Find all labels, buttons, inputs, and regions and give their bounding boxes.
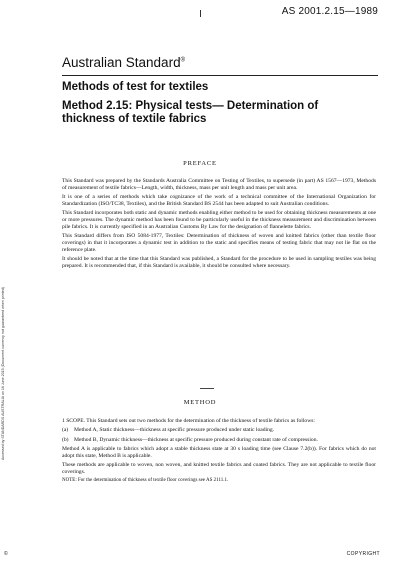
header-tick	[200, 10, 201, 17]
document-number: AS 2001.2.15—1989	[281, 6, 378, 17]
footer-copyright-symbol: ©	[4, 551, 8, 557]
method-title: Method 2.15: Physical tests— Determination of thickness of textile fabrics	[62, 100, 319, 125]
preface-paragraph: This Standard was prepared by the Standards Australia Committee on Testing of Textiles, to supersede (in part) AS 1567—1973, Methods of measurement of textile fabrics—Length, width, thickness, mass per unit length and mass per unit area.	[62, 178, 376, 191]
list-marker: (b)	[62, 436, 69, 443]
preface-paragraph: This Standard differs from ISO 5084-1977, Textiles: Determination of thickness of woven and knitted fabrics (other than textile floor coverings) in that it incorporates a dynamic test in addition to the static and specifies means of testing fabric that may not lie flat on the reference plate.	[62, 233, 376, 253]
access-watermark: Accessed by STANDARDS AUSTRALIA on 16 June 2015 (Document currency not guaranteed when printed)	[1, 287, 5, 460]
standard-title	[62, 55, 185, 70]
scope-clause: 1 SCOPE. This Standard sets out two methods for the determination of the thickness of textile fabrics as follows:	[62, 418, 315, 424]
method-paragraph: These methods are applicable to woven, non woven, and knitted textile fabrics and coated fabrics. They are not applicable to textile floor coverings.	[62, 461, 376, 475]
method-heading: METHOD	[183, 399, 217, 406]
method-list-item	[62, 437, 376, 444]
list-item-text: Method A, Static thickness—thickness at specific pressure produced under static loading.	[74, 427, 275, 434]
method-body	[62, 418, 376, 487]
method-note: NOTE: For the determination of thickness of textile floor coverings see AS 2111.1.	[62, 478, 229, 484]
series-title: Methods of test for textiles	[62, 81, 209, 93]
preface-heading: PREFACE	[183, 160, 217, 167]
standard-title-text: Australian Standard	[62, 55, 181, 70]
list-marker: (a)	[62, 427, 69, 434]
preface-body	[62, 178, 376, 272]
list-item-text: Method B, Dynamic thickness—thickness at specific pressure produced during constant rate of compression.	[74, 436, 318, 443]
method-list-item	[62, 427, 376, 434]
section-divider	[200, 388, 214, 389]
registered-mark: ®	[180, 57, 185, 64]
preface-paragraph: It is one of a series of methods which take cognizance of the work of a technical committee of the International Organization for Standardization (ISO/TC38, Textiles), and the British Standard BS 2544 has been adapted to suit Australian conditions.	[62, 194, 376, 207]
preface-paragraph: It should be noted that at the time that this Standard was published, a Standard for the procedure to be used in sampling textiles was being prepared. It is recommended that, if this Standard is available, it should be consulted where necessary.	[62, 255, 376, 269]
footer-copyright: COPYRIGHT	[346, 551, 380, 557]
method-paragraph: Method A is applicable to fabrics which adopt a stable thickness state at 30 s loading time (see Clause 7.2(b)). For fabrics which do not adopt this state, Method B is applicable.	[62, 445, 376, 459]
preface-paragraph: This Standard incorporates both static and dynamic methods enabling either method to be used for obtaining thickness measurements at one or more pressures. The dynamic method has been found to be particularly useful in the thickness measurement and discrimination between pile fabrics. It is currently specified in an Australian Customs By Law for the designation of flannelette fabrics.	[62, 210, 376, 230]
title-rule	[62, 75, 378, 76]
